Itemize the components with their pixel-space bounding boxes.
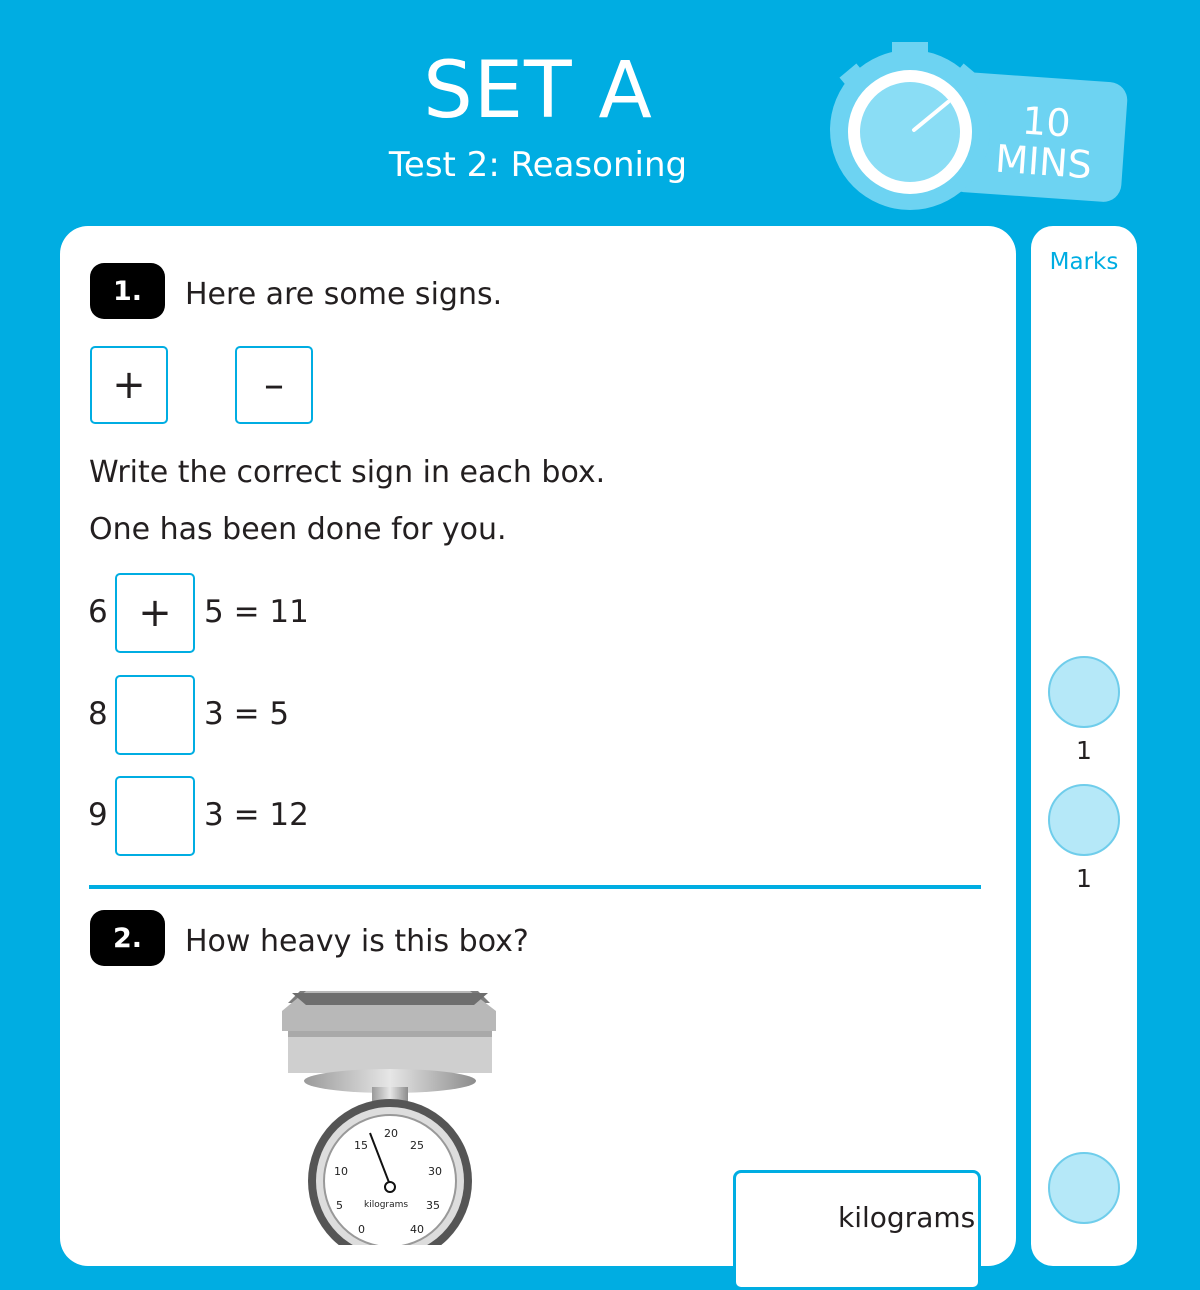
question-number-2: 2. <box>90 910 165 966</box>
dial-tick-30: 30 <box>428 1165 442 1178</box>
dial-tick-25: 25 <box>410 1139 424 1152</box>
equation-3-left: 9 <box>88 797 108 833</box>
dial-tick-20: 20 <box>384 1127 398 1140</box>
question-1-example-note: One has been done for you. <box>89 512 507 547</box>
timer-label <box>957 96 1132 188</box>
question-divider <box>89 885 981 889</box>
question-panel <box>60 226 1016 1266</box>
dial-tick-40: 40 <box>410 1223 424 1236</box>
mark-value-1: 1 <box>1076 736 1092 765</box>
dial-tick-5: 5 <box>336 1199 343 1212</box>
weighing-scale-icon <box>276 985 506 1245</box>
dial-tick-0: 0 <box>358 1223 365 1236</box>
page-subtitle: Test 2: Reasoning <box>388 145 688 185</box>
minus-sign-card: – <box>235 346 313 424</box>
question-1-prompt: Here are some signs. <box>185 277 503 312</box>
dial-tick-35: 35 <box>426 1199 440 1212</box>
equation-2-answer-box[interactable] <box>115 675 195 755</box>
timer-unit: MINS <box>993 136 1094 188</box>
equation-2-right: 3 = 5 <box>204 696 290 732</box>
dial-tick-10: 10 <box>334 1165 348 1178</box>
equation-3-right: 3 = 12 <box>204 797 309 833</box>
equation-2-left: 8 <box>88 696 108 732</box>
equation-1-left: 6 <box>88 594 108 630</box>
equation-1-right: 5 = 11 <box>204 594 309 630</box>
mark-value-2: 1 <box>1076 864 1092 893</box>
mark-circle-2[interactable] <box>1048 784 1120 856</box>
page-title: SET A <box>423 46 653 136</box>
answer-unit-label: kilograms <box>838 1201 976 1234</box>
timer-number: 10 <box>1020 98 1073 146</box>
dial-unit-label: kilograms <box>364 1200 409 1210</box>
marks-title: Marks <box>1049 249 1119 275</box>
plus-sign-card: + <box>90 346 168 424</box>
question-2-prompt: How heavy is this box? <box>185 924 529 959</box>
equation-1-sign-box: + <box>115 573 195 653</box>
question-1-instruction: Write the correct sign in each box. <box>89 455 606 490</box>
mark-circle-3[interactable] <box>1048 1152 1120 1224</box>
dial-tick-15: 15 <box>354 1139 368 1152</box>
question-number-1: 1. <box>90 263 165 319</box>
mark-circle-1[interactable] <box>1048 656 1120 728</box>
equation-3-answer-box[interactable] <box>115 776 195 856</box>
